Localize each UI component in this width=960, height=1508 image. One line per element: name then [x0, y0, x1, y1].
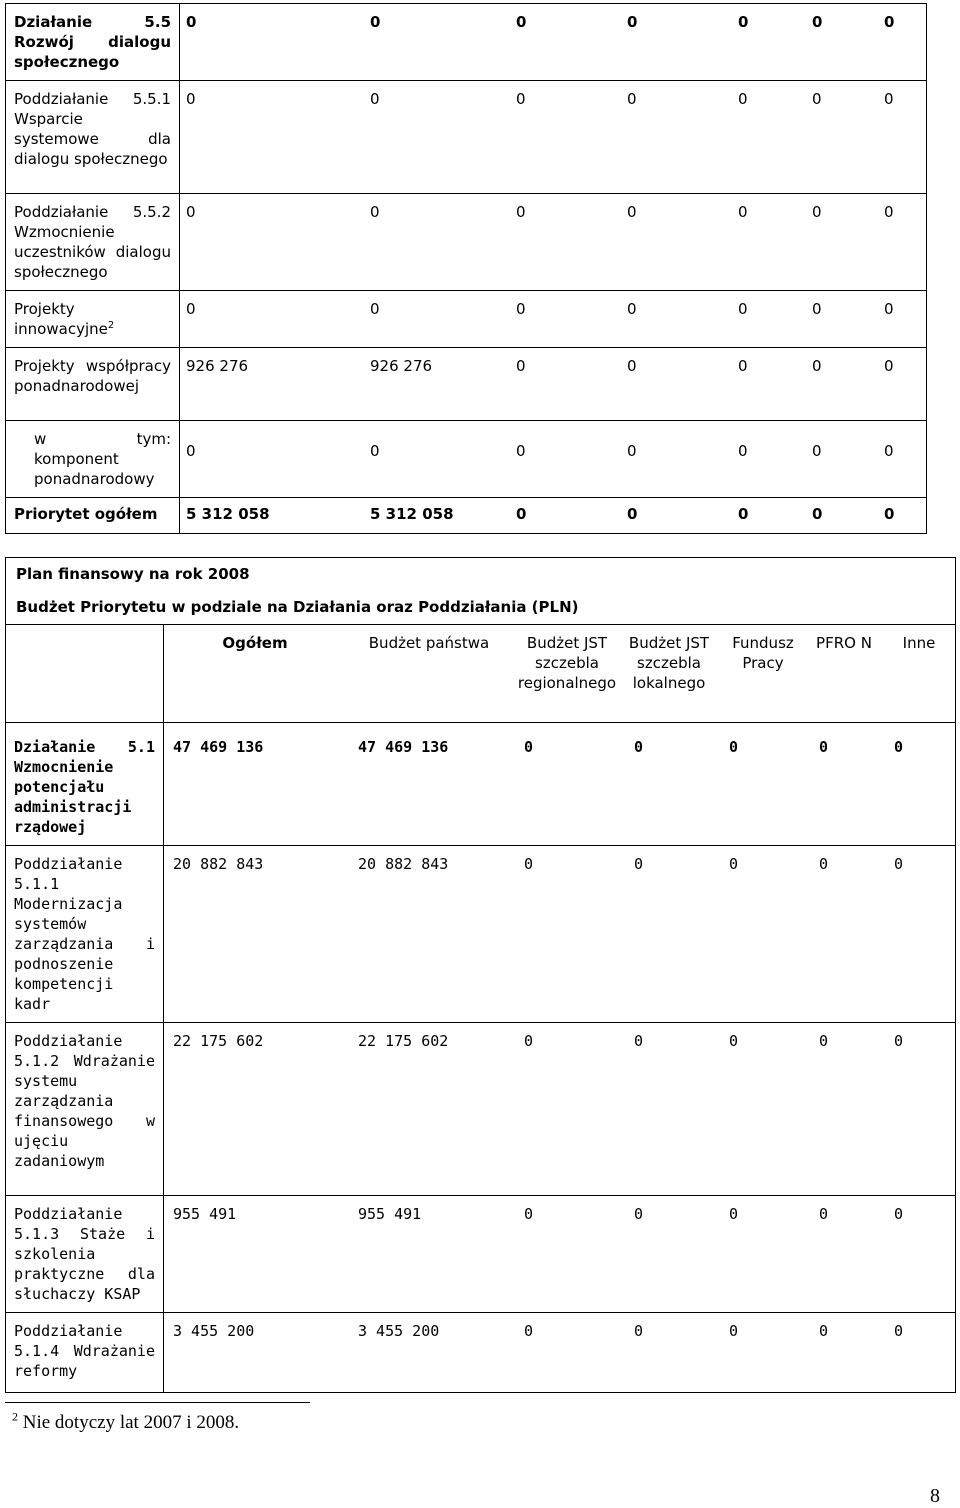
column-header-state-budget: Budżet państwa [368, 634, 490, 652]
value-pfron: 0 [812, 13, 823, 31]
page-number: 8 [930, 1485, 940, 1507]
value-other: 0 [894, 738, 904, 756]
value-total: 0 [186, 13, 197, 31]
value-jst-local: 0 [634, 1032, 644, 1050]
column-header-jst-regional: Budżet JST szczebla regionalnego [517, 634, 617, 692]
value-total: 955 491 [173, 1205, 237, 1223]
value-pfron: 0 [819, 855, 829, 873]
value-pfron: 0 [819, 738, 829, 756]
value-jst-regional: 0 [516, 357, 526, 375]
row-label: Poddziałanie 5.1.2 Wdrażanie systemu zarządzania finansowego w ujęciu zadaniowym [6, 1023, 164, 1196]
value-jst-local: 0 [627, 203, 637, 221]
value-jst-local: 0 [627, 505, 638, 523]
value-total: 0 [186, 442, 196, 460]
row-label: Priorytet ogółem [6, 498, 180, 534]
value-jst-local: 0 [627, 300, 637, 318]
footnote-marker: 2 [107, 320, 115, 331]
table-title-row [6, 558, 956, 625]
value-pfron: 0 [812, 90, 822, 108]
table-row [6, 1023, 956, 1196]
value-pfron: 0 [812, 300, 822, 318]
value-labour-fund: 0 [738, 90, 748, 108]
value-labour-fund: 0 [729, 1032, 739, 1050]
row-values [180, 498, 927, 534]
row-values [164, 1313, 956, 1393]
column-header-row [6, 625, 956, 723]
value-pfron: 0 [819, 1205, 829, 1223]
table-row [6, 348, 927, 421]
value-other: 0 [884, 442, 894, 460]
column-headers [164, 625, 956, 723]
value-pfron: 0 [812, 357, 822, 375]
plan-title: Plan finansowy na rok 2008 [16, 565, 250, 583]
row-values [164, 1196, 956, 1313]
plan-subtitle: Budżet Priorytetu w podziale na Działania oraz Poddziałania (PLN) [16, 598, 579, 616]
value-pfron: 0 [812, 505, 823, 523]
value-pfron: 0 [819, 1322, 829, 1340]
row-label: Poddziałanie 5.5.1 Wsparcie systemowe dla dialogu społecznego [6, 81, 180, 194]
value-other: 0 [884, 13, 895, 31]
value-labour-fund: 0 [738, 505, 749, 523]
table-row [6, 291, 927, 348]
value-total: 0 [186, 300, 196, 318]
value-jst-local: 0 [627, 357, 637, 375]
column-header-total: Ogółem [222, 634, 288, 652]
value-jst-local: 0 [634, 1205, 644, 1223]
table-row [6, 1313, 956, 1393]
row-values [180, 421, 927, 498]
value-other: 0 [894, 855, 904, 873]
value-labour-fund: 0 [738, 300, 748, 318]
row-values [180, 81, 927, 194]
row-label: Poddziałanie 5.5.2 Wzmocnienie uczestników dialogu społecznego [6, 194, 180, 291]
value-state-budget: 0 [370, 203, 380, 221]
value-labour-fund: 0 [729, 1205, 739, 1223]
value-pfron: 0 [812, 203, 822, 221]
value-state-budget: 20 882 843 [358, 855, 449, 873]
row-label: Poddziałanie 5.1.1 Modernizacja systemów zarządzania i podnoszenie kompetencji kadr [6, 846, 164, 1023]
value-jst-local: 0 [627, 442, 637, 460]
value-jst-local: 0 [627, 90, 637, 108]
value-other: 0 [884, 300, 894, 318]
value-other: 0 [884, 357, 894, 375]
table-row [6, 1196, 956, 1313]
value-total: 47 469 136 [173, 738, 264, 756]
row-label: Działanie 5.5 Rozwój dialogu społecznego [6, 4, 180, 81]
value-other: 0 [894, 1032, 904, 1050]
column-header-labour-fund: Fundusz Pracy [732, 634, 794, 672]
value-jst-regional: 0 [516, 300, 526, 318]
row-values [180, 291, 927, 348]
value-other: 0 [894, 1322, 904, 1340]
value-labour-fund: 0 [738, 203, 748, 221]
value-jst-regional: 0 [524, 1322, 534, 1340]
value-jst-local: 0 [627, 13, 638, 31]
header-empty-cell [6, 625, 164, 723]
row-values [180, 348, 927, 421]
row-values [164, 723, 956, 846]
value-total: 20 882 843 [173, 855, 264, 873]
value-state-budget: 0 [370, 90, 380, 108]
value-jst-local: 0 [634, 738, 644, 756]
value-jst-local: 0 [634, 855, 644, 873]
value-total: 0 [186, 90, 196, 108]
value-state-budget: 0 [370, 442, 380, 460]
value-jst-regional: 0 [524, 855, 534, 873]
value-state-budget: 22 175 602 [358, 1032, 449, 1050]
value-jst-local: 0 [634, 1322, 644, 1340]
table-row [6, 846, 956, 1023]
value-state-budget: 955 491 [358, 1205, 422, 1223]
budget-table-2008 [5, 557, 956, 1393]
footnote-text: Nie dotyczy lat 2007 i 2008. [22, 1412, 240, 1433]
value-state-budget: 0 [370, 300, 380, 318]
value-labour-fund: 0 [738, 13, 749, 31]
row-label-text: Projekty innowacyjne [14, 300, 108, 338]
value-pfron: 0 [812, 442, 822, 460]
row-label: Poddziałanie 5.1.3 Staże i szkolenia praktyczne dla słuchaczy KSAP [6, 1196, 164, 1313]
value-jst-regional: 0 [516, 442, 526, 460]
value-other: 0 [884, 505, 895, 523]
value-other: 0 [884, 203, 894, 221]
row-values [164, 1023, 956, 1196]
row-label [6, 291, 180, 348]
value-state-budget: 0 [370, 13, 381, 31]
table-title-cell [6, 558, 956, 625]
column-header-pfron: PFRO N [816, 634, 872, 652]
row-values [180, 4, 927, 81]
value-other: 0 [894, 1205, 904, 1223]
value-jst-regional: 0 [516, 505, 527, 523]
value-labour-fund: 0 [738, 442, 748, 460]
value-state-budget: 3 455 200 [358, 1322, 440, 1340]
value-total: 926 276 [186, 357, 249, 375]
value-state-budget: 5 312 058 [370, 505, 454, 523]
row-label: Projekty współpracy ponadnarodowej [6, 348, 180, 421]
value-state-budget: 47 469 136 [358, 738, 449, 756]
value-labour-fund: 0 [738, 357, 748, 375]
footnote [12, 1409, 240, 1434]
value-labour-fund: 0 [729, 1322, 739, 1340]
value-total: 22 175 602 [173, 1032, 264, 1050]
row-values [164, 846, 956, 1023]
value-total: 0 [186, 203, 196, 221]
value-jst-regional: 0 [516, 90, 526, 108]
footnote-divider [5, 1402, 310, 1403]
value-jst-regional: 0 [516, 203, 526, 221]
value-pfron: 0 [819, 1032, 829, 1050]
budget-table-continuation [5, 3, 927, 534]
table-row [6, 194, 927, 291]
table-row [6, 4, 927, 81]
value-other: 0 [884, 90, 894, 108]
table-row [6, 81, 927, 194]
value-labour-fund: 0 [729, 855, 739, 873]
value-jst-regional: 0 [524, 1205, 534, 1223]
value-jst-regional: 0 [524, 1032, 534, 1050]
table-row [6, 723, 956, 846]
row-label: Działanie 5.1 Wzmocnienie potencjału administracji rządowej [6, 723, 164, 846]
value-jst-regional: 0 [516, 13, 527, 31]
value-state-budget: 926 276 [370, 357, 433, 375]
table-row-total [6, 498, 927, 534]
column-header-other: Inne [902, 634, 936, 652]
column-header-jst-local: Budżet JST szczebla lokalnego [628, 634, 710, 692]
value-total: 5 312 058 [186, 505, 270, 523]
value-jst-regional: 0 [524, 738, 534, 756]
value-total: 3 455 200 [173, 1322, 255, 1340]
table-row [6, 421, 927, 498]
value-labour-fund: 0 [729, 738, 739, 756]
row-values [180, 194, 927, 291]
row-label: w tym: komponent ponadnarodowy [6, 421, 180, 498]
footnote-marker: 2 [12, 1409, 18, 1424]
row-label: Poddziałanie 5.1.4 Wdrażanie reformy [6, 1313, 164, 1393]
